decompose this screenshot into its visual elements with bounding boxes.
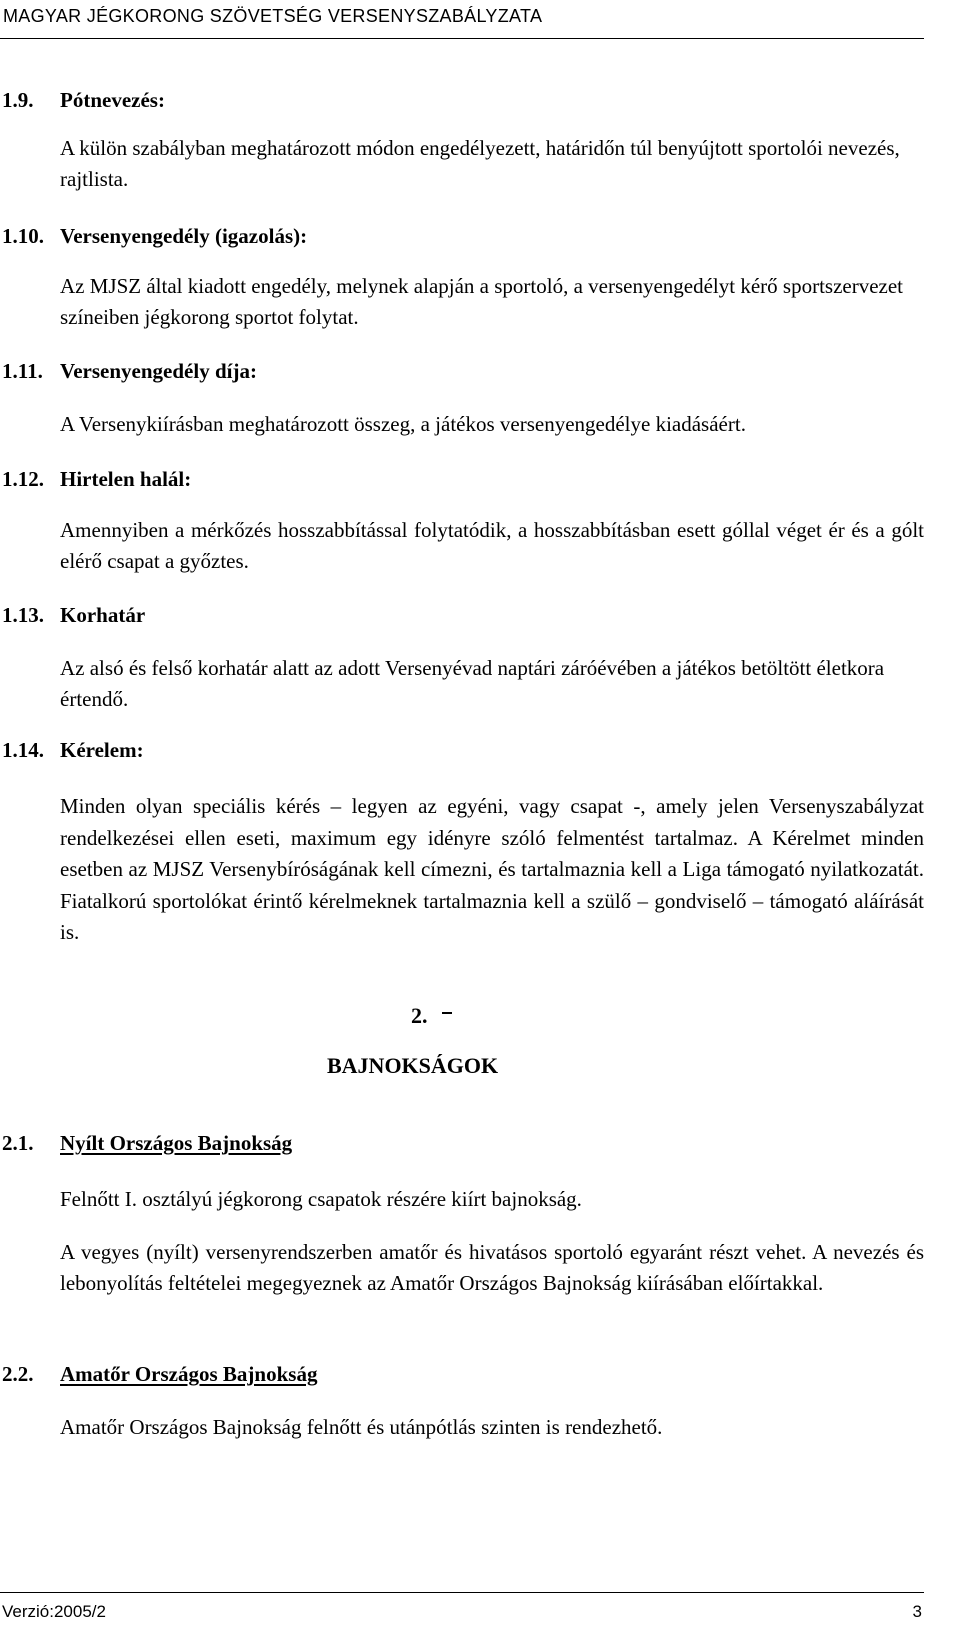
section-text: A külön szabályban meghatározott módon engedélyezett, határidőn túl benyújtott sportolói nevezés, rajtlista. xyxy=(60,136,900,191)
page-header xyxy=(0,2,924,39)
section-title: Kérelem: xyxy=(60,738,144,762)
section-text: Az alsó és felső korhatár alatt az adott Versenyévad naptári záróévében a játékos betöltött életkora értendő. xyxy=(60,656,885,711)
section-number: 1.12. xyxy=(2,467,44,491)
section-text: Amennyiben a mérkőzés hosszabbítással folytatódik, a hosszabbításban esett góllal véget ér és a gólt elérő csapat a győztes. xyxy=(60,518,924,573)
chapter-underline xyxy=(442,1012,452,1014)
section-number: 1.14. xyxy=(2,738,44,762)
section-text: A Versenykiírásban meghatározott összeg, a játékos versenyengedélye kiadásáért. xyxy=(60,412,746,436)
chapter-title: BAJNOKSÁGOK xyxy=(327,1053,499,1078)
section-text: A vegyes (nyílt) versenyrendszerben amatőr és hivatásos sportoló egyaránt részt vehet. A nevezés és lebonyolítás feltételei megegyeznek az Amatőr Országos Bajnokság kiírásában előírtakkal. xyxy=(60,1240,924,1295)
section-title: Hirtelen halál: xyxy=(60,467,192,491)
section-text: Amatőr Országos Bajnokság felnőtt és utánpótlás szinten is rendezhető. xyxy=(60,1415,663,1439)
version-label: Verzió:2005/2 xyxy=(2,1602,106,1621)
section-title: Versenyengedély (igazolás): xyxy=(60,224,308,248)
header-title: MAGYAR JÉGKORONG SZÖVETSÉG VERSENYSZABÁLYZATA xyxy=(3,6,543,26)
section-title: Pótnevezés: xyxy=(60,88,165,112)
section-text: Minden olyan speciális kérés – legyen az egyéni, vagy csapat -, amely jelen Versenyszabályzat rendelkezései ellen eseti, maximum egy idényre szóló felmentést tartalmaz. A Kérelmet minden esetben az MJSZ Versenybíróságának kell címezni, és tartalmaznia kell a Liga támogató nyilatkozatát. Fiatalkorú sportolókat érintő kérelmeknek tartalmaznia kell a szülő – gondviselő – támogató aláírását is. xyxy=(60,794,924,944)
section-number: 2.2. xyxy=(2,1362,34,1386)
section-title: Korhatár xyxy=(60,603,146,627)
chapter-number: 2. xyxy=(411,1003,428,1028)
section-number: 1.11. xyxy=(2,359,43,383)
section-title: Amatőr Országos Bajnokság xyxy=(60,1362,318,1386)
page-number: 3 xyxy=(912,1602,922,1621)
section-title: Nyílt Országos Bajnokság xyxy=(60,1131,293,1155)
section-text: Az MJSZ által kiadott engedély, melynek alapján a sportoló, a versenyengedélyt kérő sportszervezet színeiben jégkorong sportot folytat. xyxy=(60,274,904,329)
section-number: 2.1. xyxy=(2,1131,34,1155)
section-title: Versenyengedély díja: xyxy=(60,359,257,383)
section-number: 1.13. xyxy=(2,603,44,627)
section-number: 1.9. xyxy=(2,88,34,112)
page-footer xyxy=(0,1592,924,1631)
section-number: 1.10. xyxy=(2,224,44,248)
section-text: Felnőtt I. osztályú jégkorong csapatok részére kiírt bajnokság. xyxy=(60,1187,582,1211)
